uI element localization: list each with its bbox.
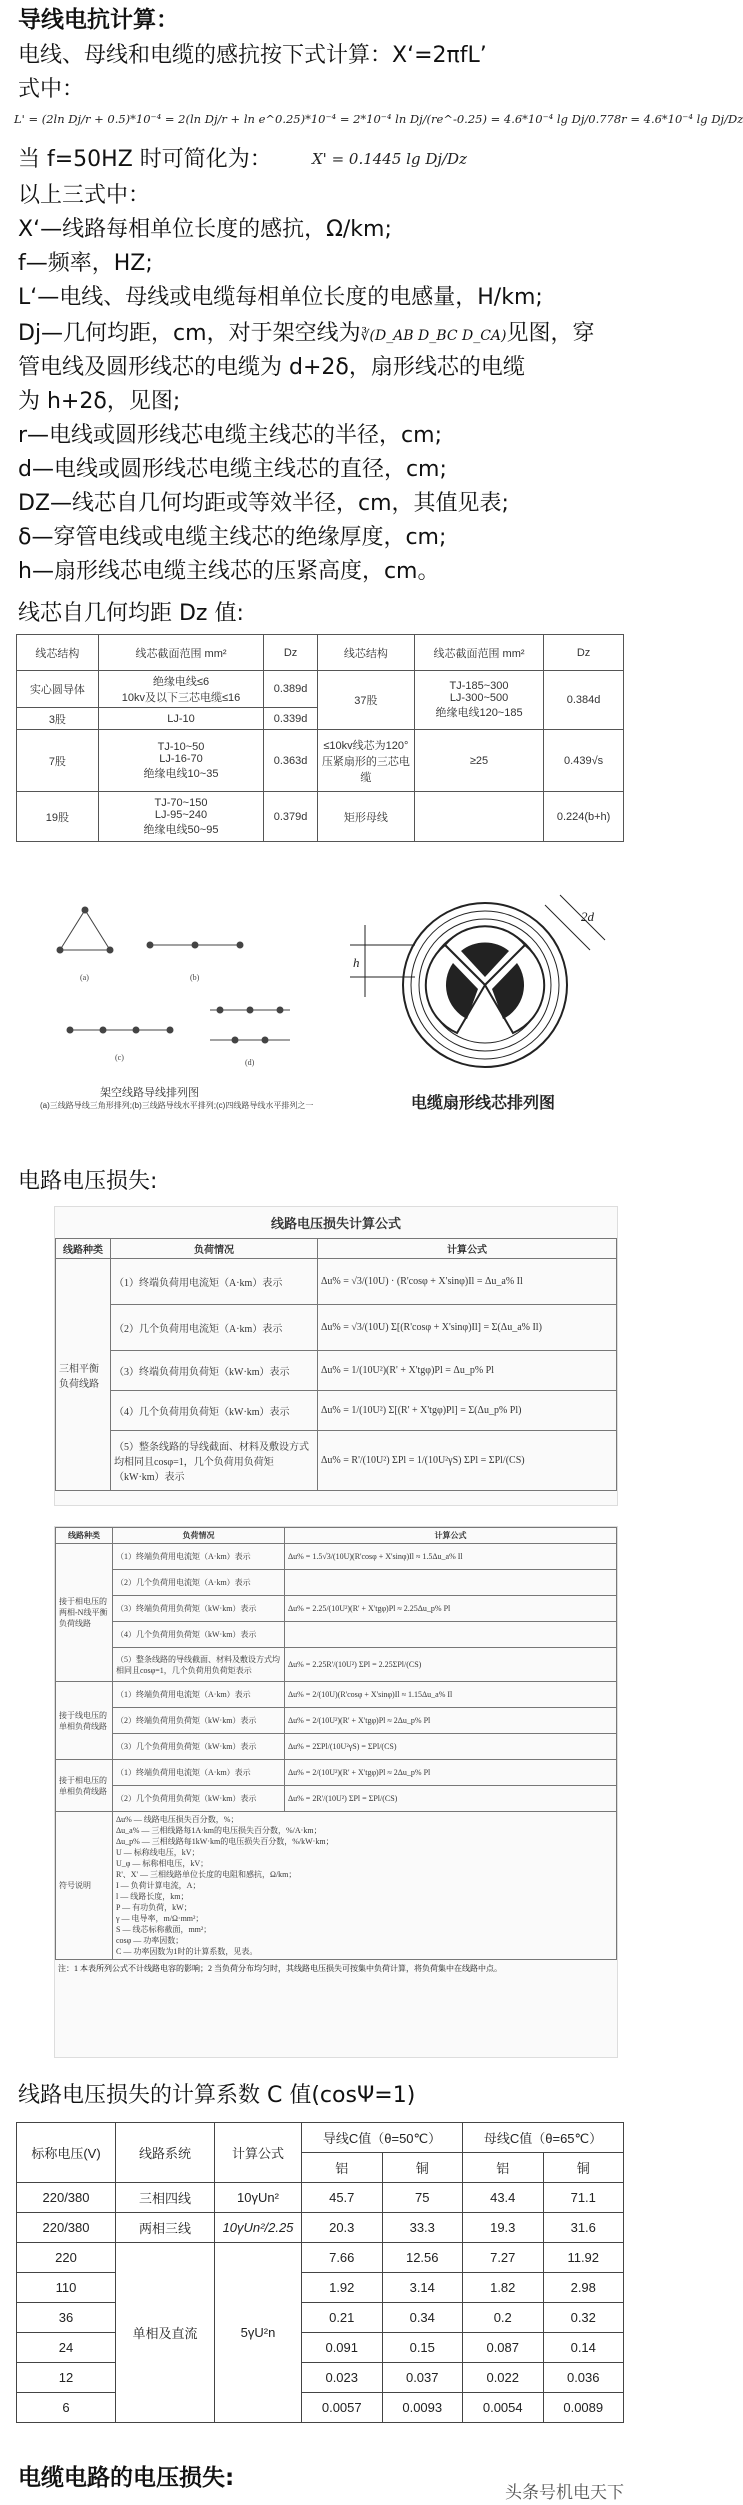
scan1-formula: Δu% = √3/(10U) Σ[(R'cosφ + X'sinφ)Il] = Σ(Δu_a% Il) bbox=[318, 1305, 617, 1351]
dz-cell: 绝缘电线≤6 10kv及以下三芯电缆≤16 bbox=[98, 671, 264, 708]
defs-line-8: d—电线或圆形线芯电缆主线芯的直径，cm; bbox=[18, 457, 447, 482]
c-cell: 71.1 bbox=[543, 2183, 624, 2213]
c-cell: 31.6 bbox=[543, 2213, 624, 2243]
scan2-item: （5）整条线路的导线截面、材料及敷设方式均相同且cosφ=1，几个负荷用负荷矩表示 bbox=[113, 1648, 285, 1682]
defs-line-2: f—频率，HZ; bbox=[18, 251, 153, 276]
defs-line-7: r—电线或圆形线芯电缆主线芯的半径，cm; bbox=[18, 423, 442, 448]
simplify-formula: X' = 0.1445 lg Dj/Dz bbox=[312, 150, 467, 168]
scan1-formula: Δu% = √3/(10U) · (R'cosφ + X'sinφ)Il = Δu_a% Il bbox=[318, 1259, 617, 1305]
intro-line-2: 式中： bbox=[18, 77, 85, 102]
scan2-table bbox=[55, 1527, 617, 1960]
intro-line-1: 电线、母线和电缆的感抗按下式计算：X‘=2πfL’ bbox=[18, 43, 487, 68]
scan1-item: （5）整条线路的导线截面、材料及敷设方式均相同且cosφ=1，几个负荷用负荷矩（kW·km）表示 bbox=[111, 1431, 318, 1491]
c-header: 导线C值（θ=50℃） bbox=[302, 2123, 463, 2153]
scan1-item: （4）几个负荷用负荷矩（kW·km）表示 bbox=[111, 1391, 318, 1431]
c-header: 计算公式 bbox=[215, 2123, 302, 2183]
scan2-formula: Δu% = 1.5√3/(10U)(R'cosφ + X'sinφ)Il ≈ 1.5Δu_a% Il bbox=[285, 1544, 617, 1570]
c-cell: 0.0057 bbox=[302, 2393, 383, 2423]
scan2-group: 符号说明 bbox=[56, 1812, 113, 1960]
overhead-line-figure bbox=[40, 890, 320, 1120]
c-cell: 12.56 bbox=[382, 2243, 463, 2273]
dj-suffix: 见图，穿 bbox=[506, 321, 595, 346]
scan2-formula: Δu% = 2ΣPl/(10U²γS) = ΣPl/(CS) bbox=[285, 1734, 617, 1760]
dj-text: Dj—几何均距，cm，对于架空线为 bbox=[18, 321, 361, 346]
c-cell: 33.3 bbox=[382, 2213, 463, 2243]
svg-text:2d: 2d bbox=[581, 909, 594, 924]
scan1-table bbox=[55, 1238, 617, 1491]
svg-text:h: h bbox=[353, 955, 360, 970]
cable-figure bbox=[345, 885, 615, 1125]
scan2-formula: Δu% = 2/(10U²)(R' + X'tgφ)Pl ≈ 2Δu_p% Pl bbox=[285, 1708, 617, 1734]
scan2-formula: Δu% = 2/(10U²)(R' + X'tgφ)Pl ≈ 2Δu_p% Pl bbox=[285, 1760, 617, 1786]
scan2-formula: Δu% = 2R'/(10U²) ΣPl = ΣPl/(CS) bbox=[285, 1786, 617, 1812]
cable-figure-caption: 电缆扇形线芯排列图 bbox=[411, 1095, 556, 1112]
c-value-heading: 线路电压损失的计算系数 C 值(cosΨ=1) bbox=[18, 2083, 416, 2108]
dz-cell: TJ-70~150 LJ-95~240 绝缘电线50~95 bbox=[98, 792, 264, 842]
scan2-item: （1）终端负荷用电流矩（A·km）表示 bbox=[113, 1682, 285, 1708]
c-cell: 220/380 bbox=[17, 2213, 116, 2243]
scan2-formula: Δu% = 2/(10U)(R'cosφ + X'sinφ)Il ≈ 1.15Δu_a% Il bbox=[285, 1682, 617, 1708]
watermark: 头条号机电天下 bbox=[499, 2476, 630, 2505]
dz-heading: 线芯自几何均距 Dz 值: bbox=[18, 601, 244, 626]
c-cell: 220/380 bbox=[17, 2183, 116, 2213]
dz-cell: 0.363d bbox=[264, 730, 318, 792]
scan1-item: （3）终端负荷用负荷矩（kW·km）表示 bbox=[111, 1351, 318, 1391]
c-cell: 0.087 bbox=[463, 2333, 544, 2363]
scan1-formula: Δu% = R'/(10U²) ΣPl = 1/(10U²γS) ΣPl = ΣPl/(CS) bbox=[318, 1431, 617, 1491]
dz-cell: TJ-10~50 LJ-16-70 绝缘电线10~35 bbox=[98, 730, 264, 792]
scan1-item: （1）终端负荷用电流矩（A·km）表示 bbox=[111, 1259, 318, 1305]
c-cell: 45.7 bbox=[302, 2183, 383, 2213]
c-cell: 43.4 bbox=[463, 2183, 544, 2213]
c-header: 标称电压(V) bbox=[17, 2123, 116, 2183]
dz-cell: TJ-185~300 LJ-300~500 绝缘电线120~185 bbox=[414, 671, 543, 730]
scan1-item: （2）几个负荷用电流矩（A·km）表示 bbox=[111, 1305, 318, 1351]
defs-line-5: 管电线及圆形线芯的电缆为 d+2δ，扇形线芯的电缆 bbox=[18, 355, 525, 380]
c-cell: 2.98 bbox=[543, 2273, 624, 2303]
c-subheader: 铜 bbox=[543, 2153, 624, 2183]
c-cell: 0.091 bbox=[302, 2333, 383, 2363]
c-cell: 6 bbox=[17, 2393, 116, 2423]
dz-cell: ≥25 bbox=[414, 730, 543, 792]
c-subheader: 铝 bbox=[463, 2153, 544, 2183]
scan2-symbols: Δu% — 线路电压损失百分数，%； Δu_a% — 三相线路每1A·km的电压损失百分数，%/A·km； Δu_p% — 三相线路每1kW·km的电压损失百分数，%/kW·km； U — 标称线电压，kV； U_φ — 标称相电压，kV； R'、X' — 三相线路单位长度的电阻和感抗，Ω/km； I — 负荷计算电流，A； l — 线路长度，km； P — 有功负荷，kW； γ — 电导率，m/Ω·mm²； S — 线芯标称截面，mm²； cosφ — 功率因数； C — 功率因数为1时的计算系数，见表。 bbox=[113, 1812, 617, 1960]
dz-cell: 0.384d bbox=[544, 671, 624, 730]
dz-cell: 0.389d bbox=[264, 671, 318, 708]
scan2-formula bbox=[285, 1622, 617, 1648]
scan2-note: 注：1 本表所列公式不计线路电容的影响；2 当负荷分布均匀时，其线路电压损失可按集中负荷计算，将负荷集中在线路中点。 bbox=[58, 1964, 502, 1973]
scan2-formula: Δu% = 2.25/(10U²)(R' + X'tgφ)Pl ≈ 2.25Δu_p% Pl bbox=[285, 1596, 617, 1622]
c-cell: 1.92 bbox=[302, 2273, 383, 2303]
c-cell: 0.0054 bbox=[463, 2393, 544, 2423]
simplify-label: 当 f=50HZ 时可简化为： bbox=[18, 147, 272, 172]
defs-line-6: 为 h+2δ，见图; bbox=[18, 389, 181, 414]
c-cell: 10γUn²/2.25 bbox=[215, 2213, 302, 2243]
dz-col-header: 线芯截面范围 mm² bbox=[414, 635, 543, 671]
scan2-item: （3）几个负荷用负荷矩（kW·km）表示 bbox=[113, 1734, 285, 1760]
scan2-item: （2）几个负荷用负荷矩（kW·km）表示 bbox=[113, 1786, 285, 1812]
c-cell: 两相三线 bbox=[116, 2213, 215, 2243]
c-cell: 0.0089 bbox=[543, 2393, 624, 2423]
c-cell: 单相及直流 bbox=[116, 2243, 215, 2423]
c-cell: 7.27 bbox=[463, 2243, 544, 2273]
scan1-header: 线路种类 bbox=[56, 1239, 111, 1259]
c-header: 线路系统 bbox=[116, 2123, 215, 2183]
voltage-drop-heading: 电路电压损失: bbox=[18, 1169, 158, 1194]
c-cell: 0.2 bbox=[463, 2303, 544, 2333]
dz-cell: 矩形母线 bbox=[317, 792, 414, 842]
scan2-item: （2）终端负荷用负荷矩（kW·km）表示 bbox=[113, 1708, 285, 1734]
c-cell: 19.3 bbox=[463, 2213, 544, 2243]
c-cell: 0.023 bbox=[302, 2363, 383, 2393]
scan1-title: 线路电压损失计算公式 bbox=[270, 1216, 401, 1231]
dj-formula: ∛(D_AB D_BC D_CA) bbox=[360, 328, 507, 344]
dz-cell: 实心圆导体 bbox=[17, 671, 99, 708]
c-cell: 220 bbox=[17, 2243, 116, 2273]
scan2-formula bbox=[285, 1570, 617, 1596]
defs-line-1: X‘—线路每相单位长度的感抗，Ω/km; bbox=[18, 217, 392, 242]
c-cell: 3.14 bbox=[382, 2273, 463, 2303]
scan1-formula: Δu% = 1/(10U²) Σ[(R' + X'tgφ)Pl] = Σ(Δu_p% Pl) bbox=[318, 1391, 617, 1431]
c-cell: 0.15 bbox=[382, 2333, 463, 2363]
overhead-figure-subcaption: (a)三线路导线三角形排列;(b)三线路导线水平排列;(c)四线路导线水平排列之一 bbox=[40, 1101, 314, 1110]
dz-cell bbox=[414, 792, 543, 842]
defs-line-3: L‘—电线、母线或电缆每相单位长度的电感量，H/km; bbox=[18, 285, 543, 310]
cable-voltage-drop-heading: 电缆电路的电压损失: bbox=[18, 2465, 235, 2491]
scan2-item: （1）终端负荷用电流矩（A·km）表示 bbox=[113, 1544, 285, 1570]
c-cell: 0.037 bbox=[382, 2363, 463, 2393]
scan2-formula: Δu% = 2.25R'/(10U²) ΣPl = 2.25ΣPl/(CS) bbox=[285, 1648, 617, 1682]
c-cell: 0.34 bbox=[382, 2303, 463, 2333]
dz-col-header: 线芯截面范围 mm² bbox=[98, 635, 264, 671]
dz-cell: 37股 bbox=[317, 671, 414, 730]
dz-cell: 0.339d bbox=[264, 708, 318, 730]
c-cell: 0.036 bbox=[543, 2363, 624, 2393]
c-subheader: 铜 bbox=[382, 2153, 463, 2183]
dz-cell: 0.224(b+h) bbox=[544, 792, 624, 842]
c-cell: 0.21 bbox=[302, 2303, 383, 2333]
scan2-group: 接于相电压的单相负荷线路 bbox=[56, 1760, 113, 1812]
defs-line-11: h—扇形线芯电缆主线芯的压紧高度，cm。 bbox=[18, 559, 440, 584]
dz-table bbox=[16, 634, 624, 842]
scan2-item: （4）几个负荷用负荷矩（kW·km）表示 bbox=[113, 1622, 285, 1648]
page-title: 导线电抗计算： bbox=[18, 7, 179, 33]
c-cell: 0.0093 bbox=[382, 2393, 463, 2423]
scan1-header: 计算公式 bbox=[318, 1239, 617, 1259]
c-cell: 110 bbox=[17, 2273, 116, 2303]
svg-text:(b): (b) bbox=[190, 973, 200, 982]
voltage-drop-formula-table-2 bbox=[54, 1526, 618, 2058]
dz-cell: ≤10kv线芯为120°压紧扇形的三芯电缆 bbox=[317, 730, 414, 792]
c-cell: 11.92 bbox=[543, 2243, 624, 2273]
c-cell: 1.82 bbox=[463, 2273, 544, 2303]
c-cell: 5γU²n bbox=[215, 2243, 302, 2423]
c-cell: 7.66 bbox=[302, 2243, 383, 2273]
c-cell: 24 bbox=[17, 2333, 116, 2363]
inductance-formula: L' = (2ln Dj/r + 0.5)*10⁻⁴ = 2(ln Dj/r + ln e^0.25)*10⁻⁴ = 2*10⁻⁴ ln Dj/(re^-0.25) = 4.6*10⁻⁴ lg Dj/0.778r = 4.6*10⁻⁴ lg Dj/Dz bbox=[14, 112, 743, 126]
c-cell: 10γUn² bbox=[215, 2183, 302, 2213]
svg-text:(c): (c) bbox=[115, 1053, 124, 1062]
scan1-rowlabel: 三相平衡负荷线路 bbox=[56, 1259, 111, 1491]
scan2-header: 线路种类 bbox=[56, 1528, 113, 1544]
c-cell: 三相四线 bbox=[116, 2183, 215, 2213]
scan2-group: 接于相电压的两相-N线平衡负荷线路 bbox=[56, 1544, 113, 1682]
scan1-header: 负荷情况 bbox=[111, 1239, 318, 1259]
dz-cell: 19股 bbox=[17, 792, 99, 842]
overhead-figure-caption: 架空线路导线排列图 bbox=[100, 1087, 199, 1099]
dz-col-header: Dz bbox=[264, 635, 318, 671]
scan2-item: （3）终端负荷用负荷矩（kW·km）表示 bbox=[113, 1596, 285, 1622]
svg-text:(a): (a) bbox=[80, 973, 89, 982]
dz-cell: 0.379d bbox=[264, 792, 318, 842]
c-cell: 0.14 bbox=[543, 2333, 624, 2363]
defs-line-9: DZ—线芯自几何均距或等效半径，cm，其值见表; bbox=[18, 491, 509, 516]
c-header: 母线C值（θ=65℃） bbox=[463, 2123, 624, 2153]
defs-line-10: δ—穿管电线或电缆主线芯的绝缘厚度，cm; bbox=[18, 525, 447, 550]
defs-line-4 bbox=[18, 318, 595, 352]
scan2-header: 负荷情况 bbox=[113, 1528, 285, 1544]
scan2-item: （1）终端负荷用电流矩（A·km）表示 bbox=[113, 1760, 285, 1786]
scan1-formula: Δu% = 1/(10U²)(R' + X'tgφ)Pl = Δu_p% Pl bbox=[318, 1351, 617, 1391]
svg-text:(d): (d) bbox=[245, 1058, 255, 1067]
c-cell: 0.32 bbox=[543, 2303, 624, 2333]
c-value-table bbox=[16, 2122, 624, 2423]
defs-line-0: 以上三式中： bbox=[18, 183, 151, 208]
scan2-header: 计算公式 bbox=[285, 1528, 617, 1544]
dz-col-header: Dz bbox=[544, 635, 624, 671]
sector-cable-diagram bbox=[345, 885, 615, 1085]
overhead-line-diagram bbox=[40, 890, 320, 1080]
scan2-item: （2）几个负荷用电流矩（A·km）表示 bbox=[113, 1570, 285, 1596]
c-cell: 12 bbox=[17, 2363, 116, 2393]
voltage-drop-formula-table bbox=[54, 1206, 618, 1506]
dz-cell: 7股 bbox=[17, 730, 99, 792]
c-cell: 0.022 bbox=[463, 2363, 544, 2393]
scan2-group: 接于线电压的单相负荷线路 bbox=[56, 1682, 113, 1760]
dz-cell: 3股 bbox=[17, 708, 99, 730]
c-cell: 20.3 bbox=[302, 2213, 383, 2243]
dz-col-header: 线芯结构 bbox=[17, 635, 99, 671]
c-cell: 36 bbox=[17, 2303, 116, 2333]
dz-cell: 0.439√s bbox=[544, 730, 624, 792]
c-subheader: 铝 bbox=[302, 2153, 383, 2183]
dz-col-header: 线芯结构 bbox=[317, 635, 414, 671]
c-cell: 75 bbox=[382, 2183, 463, 2213]
dz-cell: LJ-10 bbox=[98, 708, 264, 730]
